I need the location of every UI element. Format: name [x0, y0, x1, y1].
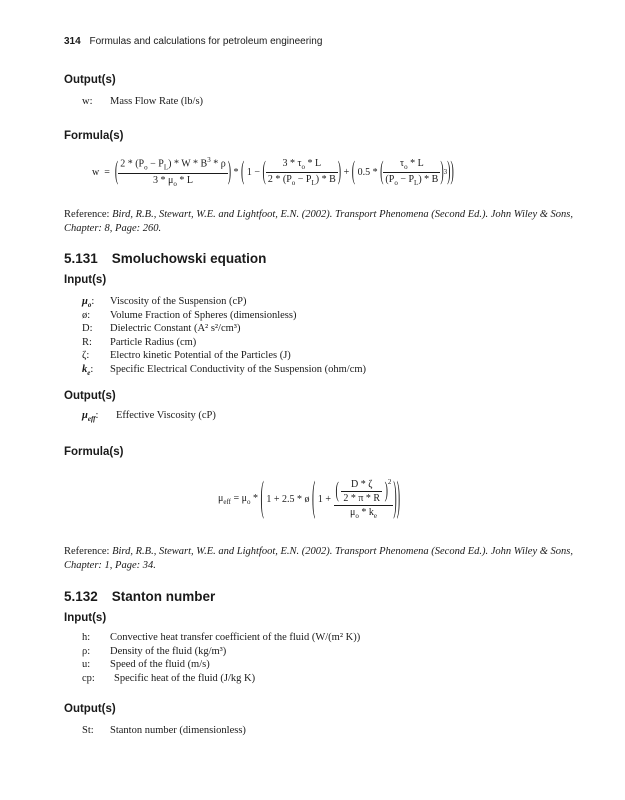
formula-heading-1: Formula(s) — [64, 130, 124, 142]
running-header — [64, 36, 322, 47]
running-title: Formulas and calculations for petroleum engineering — [89, 36, 323, 47]
input-item-k-e: $k_e$: Specific Electrical Conductivity of the Suspension (ohm/cm) — [82, 364, 367, 378]
input-heading-5-131: Input(s) — [64, 274, 107, 286]
formula-mass-flow: w = ( $\frac{2 * (P_o - P_L) * W * B^3 * \rho}{3 * \mu_o * L}$ ) * ( 1 − ( $\frac{3 * \tau_o * L}{2 * (P_o - P_L) * B}$ ) + ( 0.5 * ( $\frac{\tau_o * L}{(P_o - P_L) * B}$ ) 3 ) ) — [92, 156, 454, 188]
input-item-zeta: ζ: Electro kinetic Potential of the Particles (J) — [82, 350, 291, 361]
input-item-h: h: Convective heat transfer coefficient of the fluid (W/(m² K)) — [82, 632, 361, 643]
input-item-r: R: Particle Radius (cm) — [82, 337, 197, 348]
input-item-u: u: Speed of the fluid (m/s) — [82, 659, 210, 670]
page-number: 314 — [64, 36, 81, 47]
output-item-w: w: Mass Flow Rate (lb/s) — [82, 96, 204, 107]
reference-2: Reference: Bird, R.B., Stewart, W.E. and Lightfoot, E.N. (2002). Transport Phenomena (Second Ed.). John Wiley & Sons, Chapter: 1, Page: 34. — [64, 546, 573, 571]
output-heading-1: Output(s) — [64, 74, 116, 86]
output-item-st: St: Stanton number (dimensionless) — [82, 725, 246, 736]
input-item-phi: ø: Volume Fraction of Spheres (dimensionless) — [82, 310, 297, 321]
input-item-cp: cp: Specific heat of the fluid (J/kg K) — [82, 673, 256, 684]
input-heading-5-132: Input(s) — [64, 612, 107, 624]
input-item-mu-o: $\mu_o$: Viscosity of the Suspension (cP) — [82, 296, 247, 310]
section-heading-5-132: 5.132 Stanton number — [64, 589, 216, 604]
input-item-d: D: Dielectric Constant (A² s²/cm³) — [82, 323, 241, 334]
input-item-rho: ρ: Density of the fluid (kg/m³) — [82, 646, 227, 657]
formula-smoluchowski: $\mu_{eff} = \mu_o$ * ( 1 + 2.5 * ø ( 1 + ( $\frac{D * \zeta}{2 * \pi * R}$ )$^2$ $\mu_o * k_e$ ) ) — [218, 475, 401, 523]
reference-1: Reference: Bird, R.B., Stewart, W.E. and Lightfoot, E.N. (2002). Transport Phenomena (Second Ed.). John Wiley & Sons, Chapter: 8, Page: 260. — [64, 209, 573, 234]
output-heading-5-132: Output(s) — [64, 703, 116, 715]
section-heading-5-131: 5.131 Smoluchowski equation — [64, 251, 267, 266]
output-item-mu-eff: $\mu_{eff}$: Effective Viscosity (cP) — [82, 410, 216, 424]
formula-heading-5-131: Formula(s) — [64, 446, 124, 458]
output-heading-5-131: Output(s) — [64, 390, 116, 402]
